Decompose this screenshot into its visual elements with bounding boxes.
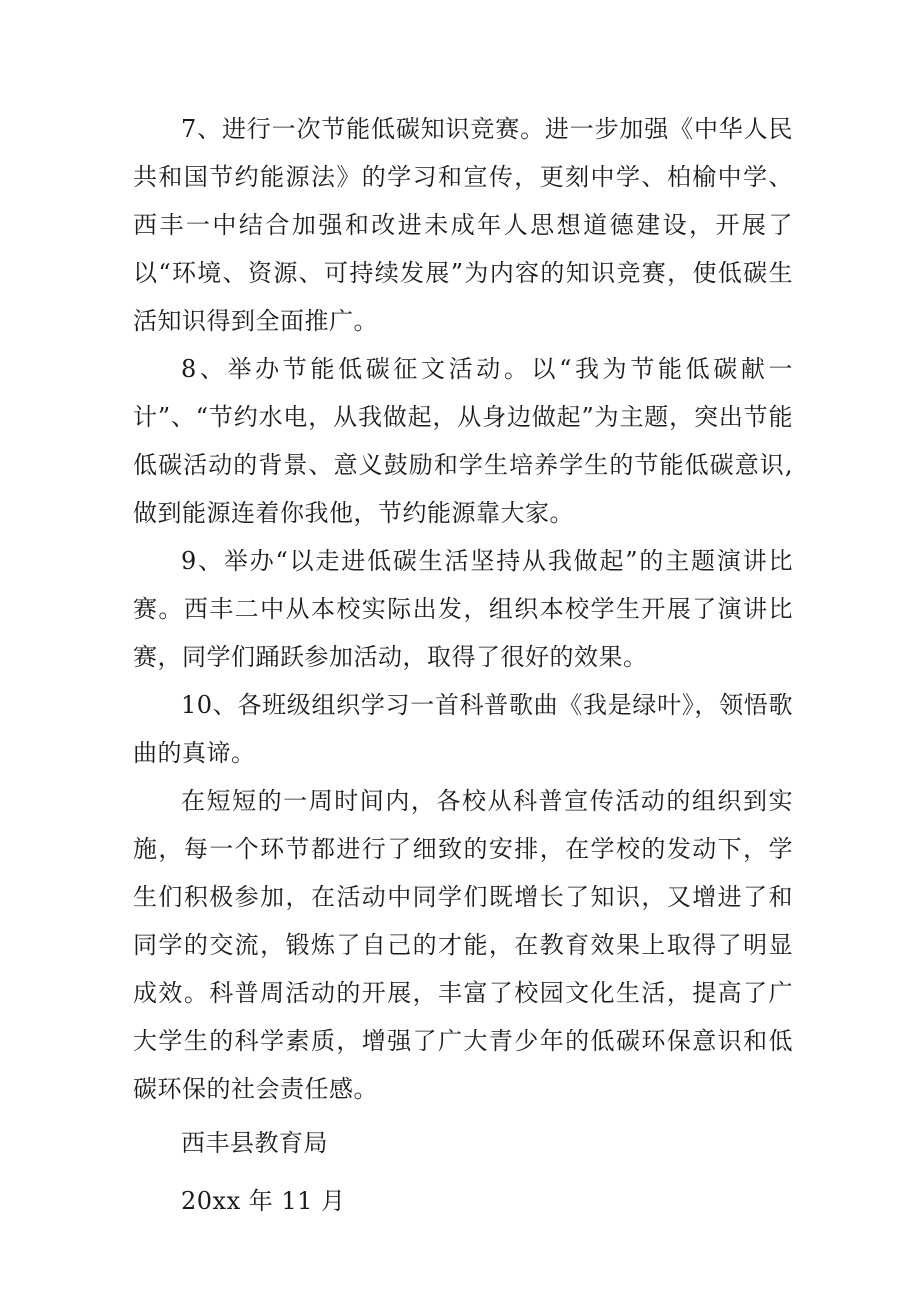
paragraph-item-9: 9、举办“以走进低碳生活坚持从我做起”的主题演讲比赛。西丰二中从本校实际出发，组织本校学生开展了演讲比赛，同学们踊跃参加活动，取得了很好的效果。 xyxy=(133,547,793,671)
document-body xyxy=(133,105,793,1225)
paragraph-item-8: 8、举办节能低碳征文活动。以“我为节能低碳献一计”、“节约水电，从我做起，从身边做起”为主题，突出节能低碳活动的背景、意义鼓励和学生培养学生的节能低碳意识,做到能源连着你我他，节约能源靠大家。 xyxy=(133,355,793,527)
paragraph-item-7: 7、进行一次节能低碳知识竞赛。进一步加强《中华人民共和国节约能源法》的学习和宣传，更刻中学、柏榆中学、西丰一中结合加强和改进未成年人思想道德建设，开展了以“环境、资源、可持续发展”为内容的知识竞赛，使低碳生活知识得到全面推广。 xyxy=(133,115,793,335)
paragraph-item-10: 10、各班级组织学习一首科普歌曲《我是绿叶》，领悟歌曲的真谛。 xyxy=(133,691,793,767)
paragraph-summary: 在短短的一周时间内，各校从科普宣传活动的组织到实施，每一个环节都进行了细致的安排，在学校的发动下，学生们积极参加，在活动中同学们既增长了知识，又增进了和同学的交流，锻炼了自己的才能，在教育效果上取得了明显成效。科普周活动的开展，丰富了校园文化生活，提高了广大学生的科学素质，增强了广大青少年的低碳环保意识和低碳环保的社会责任感。 xyxy=(133,787,793,1103)
signature-organization: 西丰县教育局 xyxy=(181,1129,328,1157)
document-date: 20xx 年 11 月 xyxy=(181,1187,346,1215)
